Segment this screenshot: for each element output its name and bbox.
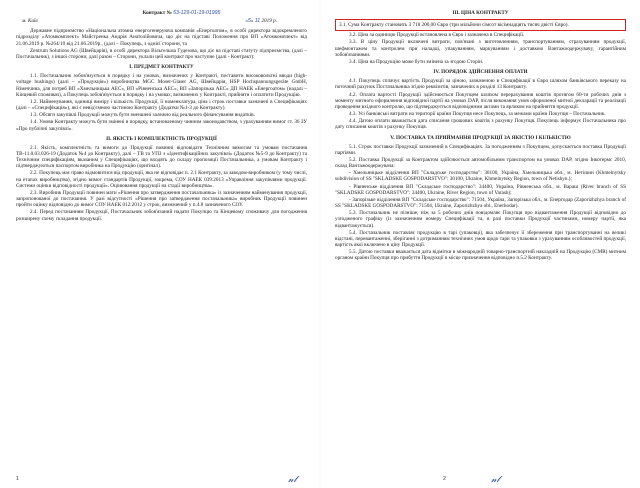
page-number: 1 [16, 475, 19, 482]
warehouse-khmelnytsky: - Хмельницьке відділення ВП "Складське господарство": 30100, Україна, Хмельницька обл., м. Нетішин (Khmelnytsky subdivision of SS "SKLADSKE GOSPODARSTVO": 30100, Ukraine, Khmelnytsky Region, town of Netishyn.); [335, 170, 626, 183]
clause-3-2: 3.2. Ціна за одиницю Продукції встановлена в Євро і зазначена в Специфікації. [349, 32, 525, 39]
clause-5-3: 5.3. Постачальник не пізніше, ніж за 5 робочих днів повідомляє Покупця про відвантаження Продукції відповідно до узгодженого графіку (із зазначенням номеру Специфікації та, в разі поставки Продукції частинами, номеру партії, яка відвантажується). [335, 210, 626, 229]
initials-signature: 𝓃𝓁 [491, 474, 500, 485]
clause-3-3: 3.3. В ціну Продукції включені витрати, пов'язані з виготовленням, транспортуванням, страхуванням продукції, шефмонтажем та контролем при наладці, упакуванням, маркуванням і доставкою Вантажоодержувачу, гарантійним зобов'язаннями. [335, 39, 626, 58]
contract-number: 53-129-01-19-01995 [173, 10, 221, 16]
clause-3-4: 3.4. Ціна на Продукцію може бути змінена за згодою Сторін. [349, 58, 484, 65]
highlighted-contract-sum: 3.1. Сума Контракту становить 3 718 200,00 Євро (три мільйони сімсот вісімнадцять тисяч двісті Євро). [335, 19, 626, 31]
clause-1-4: 1.4. Умови Контракту можуть бути змінені в порядку, встановленому чинним законодавством, з урахуванням вимог ст. 36 ЗУ «Про публічні закупівлі». [16, 119, 307, 132]
section-1-title: І. ПРЕДМЕТ КОНТРАКТУ [129, 64, 194, 71]
clause-4-3: 4.3. Усі банківські витрати на території країни Покупця несе Покупець, за межами країни Покупця – Постачальник. [349, 111, 606, 118]
clause-5-2: 5.2. Поставка Продукції за Контрактом здійснюється автомобільним транспортом на умовах DAP, згідно Інкотермс 2010, склад Вантажоодержувача: [335, 156, 626, 170]
clause-5-4: 5.4. Постачальник поставляє продукцію в тарі (упаковці), яка забезпечує її збереження при транспортуванні на великі відстані, перевантаженні, зберіганні з дотриманням технічних умов щодо тари та упаковки з урахуванням особливостей продукції, вартість якої включено в ціну Продукції. [335, 229, 626, 248]
contract-header-label: Контракт № [142, 10, 172, 16]
clause-5-1: 5.1. Строк поставки Продукції зазначений в Специфікаціях. За погодженням з Покупцем, допускається поставка Продукції партіями. [335, 143, 626, 156]
contract-city: м. Київ [22, 18, 38, 25]
section-2-title: ІІ. ЯКІСТЬ І КОМПЛЕКТНІСТЬ ПРОДУКЦІЇ [106, 135, 217, 142]
warehouse-zaporizhzhia: - Запорізьке відділення ВП "Складське господарство": 71504, Україна, Запорізька обл., м. Енергодар (Zaporizhzhya branch of SS "SKLADSKE GOSPODARSTVO": 71504, Ukraine, Zaporizhzhya obl., Enerhodar). [335, 196, 626, 210]
clause-1-2: 1.2. Найменування, одиниці виміру і кількість Продукції, її номенклатура, ціна і строк поставки зазначені в Специфікаціях (далі – «Специфікація»), які є невід'ємною частиною Контракту (Додатки №1-3 до Контракту). [16, 98, 307, 112]
clause-4-4: 4.4. Датою оплати вважається дата списання грошових коштів з рахунку Покупця. Покупець інформує Постачальника про дату списання коштів з рахунку Покупця. [335, 118, 626, 131]
page-1 [0, 0, 319, 488]
clause-4-1: 4.1. Покупець сплачує вартість Продукції за ціною, зазначеною в Специфікації в Євро шляхом банківського переказу на поточний рахунок Постачальника згідно реквізитів, зазначених в розділі 13 Контракту. [335, 78, 626, 91]
date-month: 11 [254, 18, 261, 25]
clause-2-4: 2.4. Перед постачанням Продукції, Постачальник зобов'язаний надати Покупцю та Кінцевому споживачу для погодження розширену схему складання продукції. [16, 209, 307, 222]
clause-5-5: 5.5. Датою поставки вважається дата відмітки в міжнародній товарно-транспортній накладній на Продукцію (CMR) митним органом країни Покупця про прибуття Продукції в місце призначення відповідно п.5.2 Контракту. [335, 249, 626, 262]
contract-header [56, 10, 307, 16]
intro-paragraph: Zentrum Solutions AG (Швейцарія), в особі директора Вільгельма Гудезова, що діє на підставі статуту підприємства, (далі – Постачальник), з іншої сторони, далі разом – Сторони, уклали цей контракт про наступне (далі - Контракт): [16, 47, 307, 60]
clause-4-2: 4.2. Оплата вартості Продукції здійснюється Покупцем шляхом перерахування коштів протягом 60-ти робочих днів з моменту митного оформлення відповідної партії на умовах DAP, після виконання умов оформленої митної декларації та реалізації проведення вхідного контролю, що підтверджується відповідними актами та ярликом на прийняття продукції. [335, 91, 626, 110]
clause-1-1: 1.1. Постачальник зобов'язується в порядку і на умовах, визначених у Контракті, поставити високовольтні вводи (high-voltage bushings) (далі – «Продукція») виробництва MGC Moser-Glaser AG, Швейцарія, HSP Hochspannungsgeräte GmbH, Німеччина, для потреб ВП «Хмельницька АЕС», ВП «Рівненська АЕС», ВП «Запорізька АЕС» ДП НАЕК «Енергоатом» (надалі – Кінцевий споживач), а Покупець зобов'язується в порядку і на умовах, визначених у Контракті, прийняти і оплатити Продукцію. [16, 73, 307, 98]
warehouse-rivne: - Рівненське відділення ВП "Складське господарство": 34400, Україна, Рівненська обл., м. Вараш (River branch of SS "SKLADSKE GOSPODARSTVO": 34400, Ukraine, River Region, town of Varash); [335, 183, 626, 196]
intro-paragraph: Державне підприємство «Національна атомна енергогенеруюча компанія «Енергоатом», в особі директора відокремленого підрозділу «Атомкомплект» Майстренка Андрія Анатолійовича, що діє на підставі Положення про ВП «Атомкомплект» від 21.06.2019 р. №264/10 від 21.06.2019р., (далі – Покупець, з однієї сторони, та [16, 28, 307, 47]
place-date-row [22, 18, 307, 24]
clause-2-2: 2.2. Покупець має право відмовитися від продукції, яка не відповідає п. 2.1 Контракту, за заводом-виробником (у тому числі, на етапах виробництва), згідно вимог стандартів Продукції, зокрема, СОУ НАЕК 039:2013 «Управління закупівлями продукції. Системи оцінки відповідності продукції». Оцінювання продукції на стадії виробництва». [16, 170, 307, 189]
clause-2-3: 2.3. Виробник Продукції повинен мати «Рішення про затвердження постачальника» із зазначенням найменування продукції, запропонованої до постачання. У разі відсутності «Рішення про затвердження постачальника» виробник Продукції повинен пройти оцінку відповідно до вимог СОУ НАЕК 012:2012 у строк, визначений у п.4.8 зазначеного СОУ. [16, 189, 307, 209]
date-day: 5 [247, 18, 251, 25]
clause-1-3: 1.3. Обсяги закупівлі Продукції можуть бути зменшені залежно від реального фінансування видатків. [30, 112, 255, 119]
initials-signature: 𝓃𝓁 [288, 474, 297, 485]
contract-date: «5» 11 2019 р. [245, 18, 277, 25]
section-3-title: ІІІ. ЦІНА КОНТРАКТУ [452, 10, 509, 16]
page-number: 2 [443, 475, 446, 482]
clause-2-1: 2.1. Якість, комплектність та вимоги до Продукції повинні відповідати Технічним вимогам та умовам постачання ТВ-11.0.03.026-19 (Додаток №4 до Контракту), далі – ТВ та УПЗ з «Ідентифікаційних закупівлі» (Додаток №5-9 до Контракту) та Технічним специфікаціям, вказаним у Специфікаціях, що входять до складу пропозиції Постачальника, а умовам Контракту і підтверджуються паспортом виробника на Продукцію (оригінал). [16, 144, 307, 170]
section-5-title: V. ПОСТАВКА ТА ПРИЙМАННЯ ПРОДУКЦІЇ ЗА ЯКІСТЮ І КІЛЬКІСТЮ [390, 134, 571, 141]
section-4-title: IV. ПОРЯДОК ЗДІЙСНЕННЯ ОПЛАТИ [433, 69, 528, 76]
page-2 [321, 0, 640, 488]
